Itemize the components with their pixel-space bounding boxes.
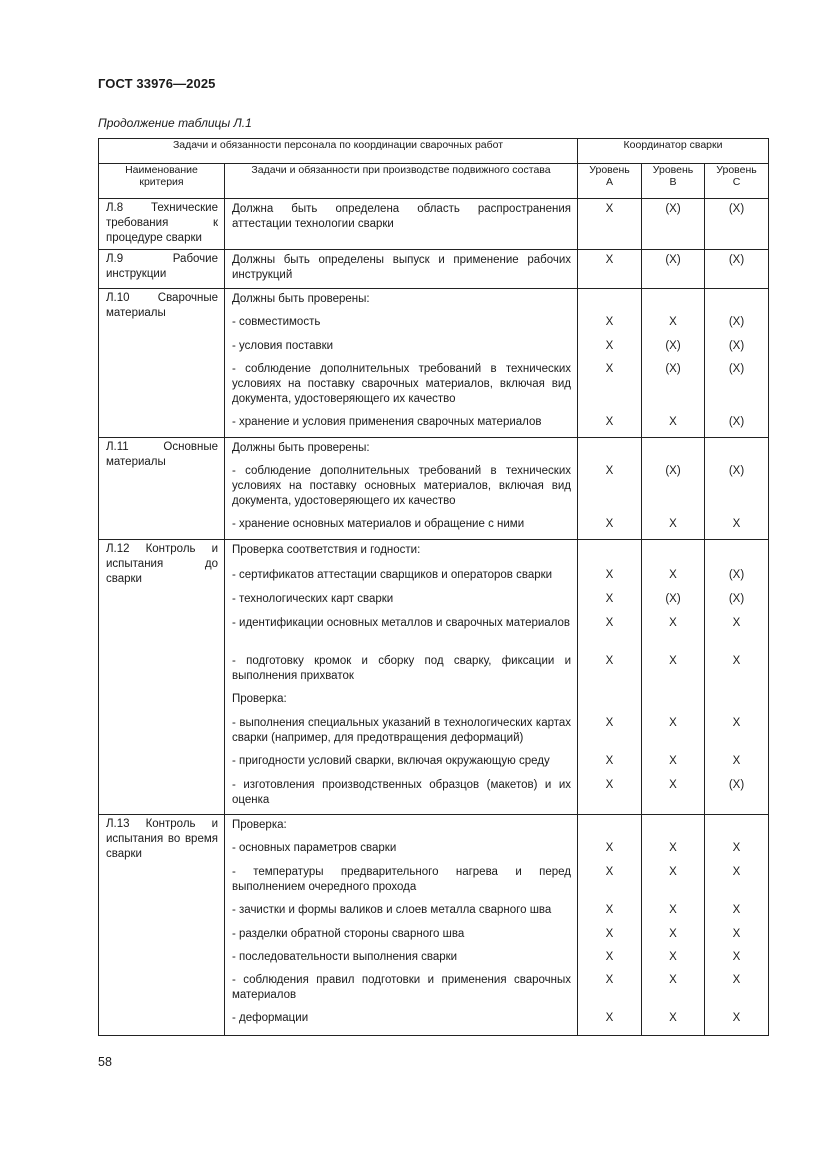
level-c-mark: (X) <box>728 569 745 581</box>
criteria-cell: Л.11 Основные материалы <box>99 438 225 540</box>
level-b-mark: X <box>669 569 677 581</box>
level-a-mark: X <box>605 951 614 963</box>
level-c-mark: X <box>732 866 741 878</box>
task-text: - температуры предварительного нагрева и перед выполнением очередного прохода <box>232 866 572 893</box>
task-text: - основных параметров сварки <box>232 842 397 854</box>
criteria-cell: Л.10 Сварочные материалы <box>99 289 225 438</box>
table-row <box>99 250 769 289</box>
tasks-cell <box>225 540 578 815</box>
level-b-mark <box>642 290 704 313</box>
level-b-mark: X <box>669 416 677 428</box>
level-b-mark: X <box>669 904 677 916</box>
level-a-mark: X <box>605 717 614 729</box>
level-c-cell <box>705 289 769 438</box>
level-c-mark: (X) <box>728 363 745 375</box>
level-c-mark: (X) <box>728 465 745 477</box>
page-number: 58 <box>98 1055 112 1069</box>
criteria-cell: Л.13 Контроль и испытания во время сварки <box>99 815 225 1036</box>
level-b-mark: X <box>669 518 677 530</box>
level-b-mark: (X) <box>665 254 681 266</box>
level-b-mark: (X) <box>665 593 681 605</box>
level-b-mark: (X) <box>665 340 681 352</box>
criteria-cell: Л.8 Технические требования к процедуре сварки <box>99 199 225 250</box>
table-body <box>99 199 769 1036</box>
level-c-mark <box>705 816 768 839</box>
level-c-mark: (X) <box>728 254 745 266</box>
level-b-mark: X <box>669 617 677 629</box>
level-c-mark: X <box>732 842 741 854</box>
level-b-mark: X <box>669 717 677 729</box>
level-c-mark: X <box>732 755 741 767</box>
level-a-mark: X <box>605 416 614 428</box>
criteria-cell: Л.9 Рабочие инструкции <box>99 250 225 289</box>
level-a-mark: X <box>605 974 614 986</box>
header-criteria: Наименование критерия <box>99 164 225 199</box>
level-b-mark: X <box>669 779 677 791</box>
header-coordinator-group: Координатор сварки <box>578 139 769 164</box>
level-b-mark: (X) <box>665 203 681 215</box>
level-b-mark: X <box>669 316 677 328</box>
level-b-cell <box>642 815 705 1036</box>
level-a-cell <box>578 540 642 815</box>
task-text: - деформации <box>232 1012 309 1024</box>
level-a-cell <box>578 815 642 1036</box>
task-text: Должны быть определены выпуск и применение рабочих инструкций <box>232 254 572 281</box>
level-b-mark <box>642 816 704 839</box>
header-level-b: Уровень B <box>642 164 705 199</box>
level-b-mark: (X) <box>665 363 681 375</box>
level-c-mark: X <box>732 655 741 667</box>
task-text: - соблюдение дополнительных требований в технических условиях на поставку основных материалов, включая вид документа, удостоверяющего их качество <box>232 465 572 507</box>
level-c-cell <box>705 540 769 815</box>
level-c-mark: (X) <box>728 203 745 215</box>
level-c-mark <box>705 690 768 714</box>
level-a-mark: X <box>605 866 614 878</box>
level-b-mark: X <box>669 755 677 767</box>
level-a-mark: X <box>605 842 614 854</box>
task-text: - совместимость <box>232 316 321 328</box>
task-text: Должны быть проверены: <box>232 442 370 454</box>
level-a-mark <box>578 541 641 566</box>
level-c-mark: X <box>732 518 741 530</box>
task-text: Проверка соответствия и годности: <box>232 544 421 556</box>
level-b-cell <box>642 540 705 815</box>
level-a-mark: X <box>605 316 614 328</box>
level-b-mark: (X) <box>665 465 681 477</box>
document-code: ГОСТ 33976—2025 <box>98 76 216 91</box>
task-text: - условия поставки <box>232 340 334 352</box>
table-row <box>99 438 769 540</box>
task-text: - выполнения специальных указаний в технологических картах сварки (например, для предотвращения деформаций) <box>232 717 572 744</box>
level-b-mark <box>642 690 704 714</box>
task-text: - хранение основных материалов и обращение с ними <box>232 518 525 530</box>
level-c-mark: X <box>732 617 741 629</box>
level-c-mark: X <box>732 1012 741 1024</box>
task-text: - разделки обратной стороны сварного шва <box>232 928 465 940</box>
level-b-cell <box>642 199 705 250</box>
level-b-mark: X <box>669 842 677 854</box>
level-c-cell <box>705 199 769 250</box>
tasks-cell <box>225 250 578 289</box>
level-a-cell <box>578 250 642 289</box>
level-c-mark: X <box>732 951 741 963</box>
level-a-mark: X <box>605 617 614 629</box>
table-row <box>99 289 769 438</box>
level-b-mark: X <box>669 928 677 940</box>
task-text: Проверка: <box>232 819 287 831</box>
level-b-mark <box>642 439 704 462</box>
level-c-cell <box>705 438 769 540</box>
level-a-mark: X <box>605 779 614 791</box>
level-c-mark: (X) <box>728 416 745 428</box>
level-c-mark: (X) <box>728 779 745 791</box>
level-c-cell <box>705 815 769 1036</box>
header-level-a: Уровень A <box>578 164 642 199</box>
task-text: - пригодности условий сварки, включая окружающую среду <box>232 755 550 767</box>
header-level-c: Уровень C <box>705 164 769 199</box>
task-text: - соблюдение дополнительных требований в технических условиях на поставку сварочных материалов, включая вид документа, удостоверяющего их качество <box>232 363 572 405</box>
level-b-mark <box>642 541 704 566</box>
level-b-cell <box>642 438 705 540</box>
level-c-mark: X <box>732 904 741 916</box>
level-a-mark <box>578 290 641 313</box>
table-caption: Продолжение таблицы Л.1 <box>98 116 252 130</box>
level-c-mark: (X) <box>728 593 745 605</box>
level-b-mark: X <box>669 655 677 667</box>
task-text: - последовательности выполнения сварки <box>232 951 458 963</box>
level-a-mark: X <box>605 203 614 215</box>
level-a-mark: X <box>605 593 614 605</box>
task-text: - хранение и условия применения сварочных материалов <box>232 416 542 428</box>
task-text: Должна быть определена область распространения аттестации технологии сварки <box>232 203 572 230</box>
level-a-mark: X <box>605 569 614 581</box>
table-header-row <box>99 164 769 199</box>
table-row <box>99 540 769 815</box>
table-row <box>99 199 769 250</box>
level-a-mark: X <box>605 465 614 477</box>
tasks-cell <box>225 438 578 540</box>
level-a-mark <box>578 816 641 839</box>
level-b-mark: X <box>669 866 677 878</box>
level-a-mark: X <box>605 1012 614 1024</box>
level-a-mark: X <box>605 904 614 916</box>
level-c-mark <box>705 290 768 313</box>
level-a-mark: X <box>605 928 614 940</box>
level-c-mark: X <box>732 928 741 940</box>
tasks-cell <box>225 815 578 1036</box>
level-a-mark <box>578 439 641 462</box>
task-text: - соблюдения правил подготовки и применения сварочных материалов <box>232 974 572 1001</box>
task-text: - зачистки и формы валиков и слоев металла сварного шва <box>232 904 552 916</box>
level-a-mark: X <box>605 755 614 767</box>
task-text: - идентификации основных металлов и сварочных материалов <box>232 617 571 629</box>
level-c-mark <box>705 439 768 462</box>
level-b-mark: X <box>669 1012 677 1024</box>
level-a-mark <box>578 690 641 714</box>
level-a-cell <box>578 289 642 438</box>
level-a-cell <box>578 199 642 250</box>
level-c-mark: (X) <box>728 340 745 352</box>
header-tasks-group: Задачи и обязанности персонала по координации сварочных работ <box>99 139 578 164</box>
level-c-mark: X <box>732 717 741 729</box>
criteria-cell: Л.12 Контроль и испытания до сварки <box>99 540 225 815</box>
level-a-mark: X <box>605 518 614 530</box>
level-c-cell <box>705 250 769 289</box>
level-a-mark: X <box>605 254 614 266</box>
level-a-mark: X <box>605 340 614 352</box>
task-text: - подготовку кромок и сборку под сварку, фиксации и выполнения прихваток <box>232 655 572 682</box>
table-row <box>99 815 769 1036</box>
level-b-mark: X <box>669 951 677 963</box>
level-a-cell <box>578 438 642 540</box>
table-header-group-row <box>99 139 769 164</box>
task-text: - изготовления производственных образцов (макетов) и их оценка <box>232 779 572 806</box>
task-text: - технологических карт сварки <box>232 593 394 605</box>
level-b-mark: X <box>669 974 677 986</box>
level-c-mark: X <box>732 974 741 986</box>
task-text: Проверка: <box>232 693 287 705</box>
tasks-cell <box>225 289 578 438</box>
level-a-mark: X <box>605 363 614 375</box>
level-a-mark: X <box>605 655 614 667</box>
level-b-cell <box>642 250 705 289</box>
header-tasks: Задачи и обязанности при производстве подвижного состава <box>225 164 578 199</box>
requirements-table <box>98 138 769 1036</box>
level-b-cell <box>642 289 705 438</box>
tasks-cell <box>225 199 578 250</box>
task-text: - сертификатов аттестации сварщиков и операторов сварки <box>232 569 553 581</box>
level-c-mark <box>705 541 768 566</box>
level-c-mark: (X) <box>728 316 745 328</box>
task-text: Должны быть проверены: <box>232 293 370 305</box>
